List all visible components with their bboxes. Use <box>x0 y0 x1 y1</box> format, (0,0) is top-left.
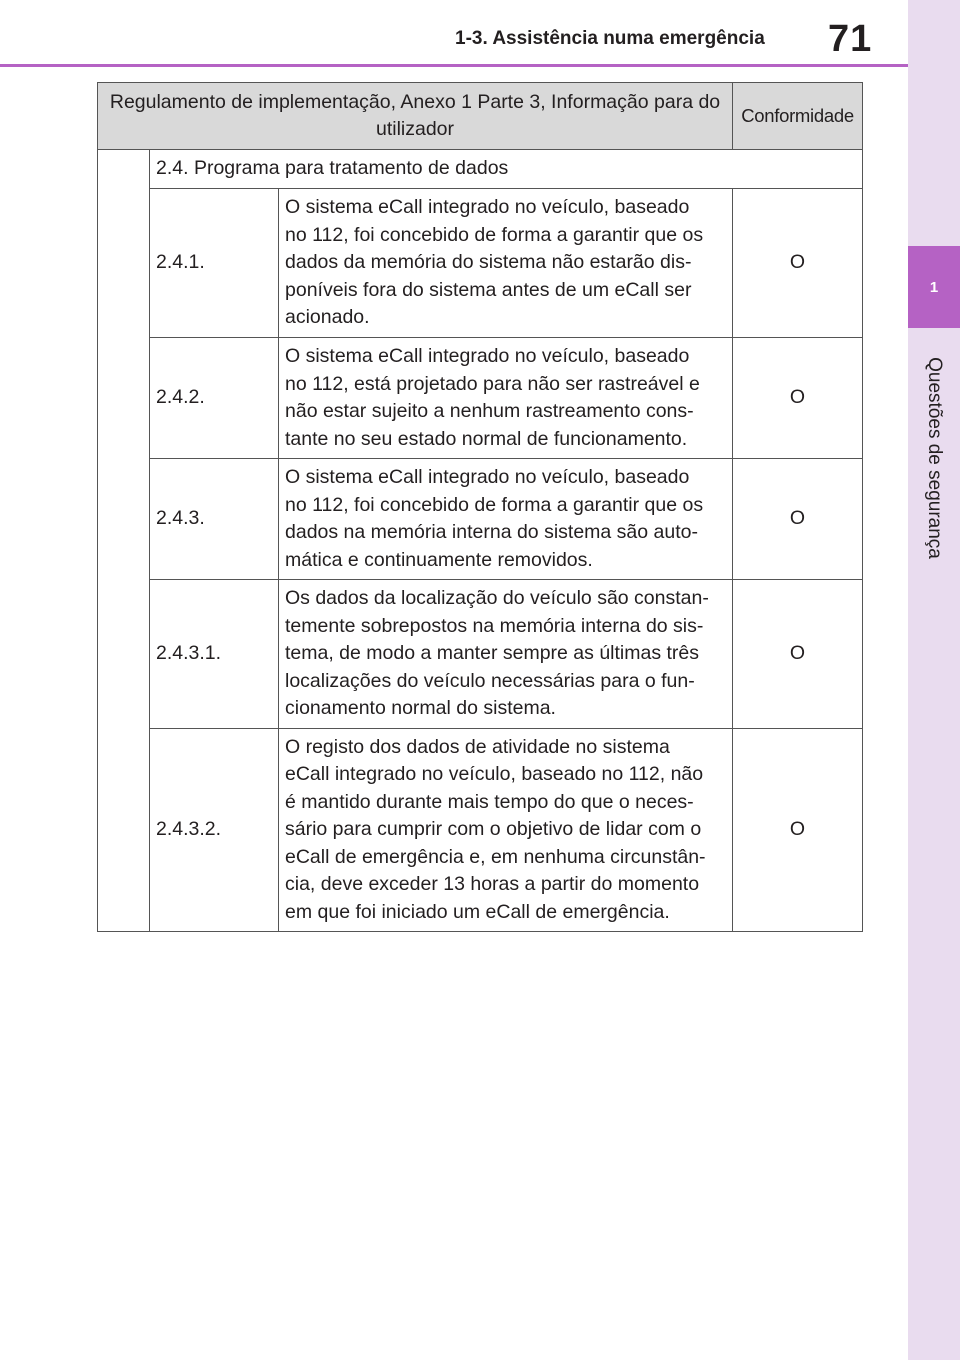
side-tab <box>908 0 960 1360</box>
description-line: eCall de emergência e, em nenhuma circunstân- <box>285 845 706 868</box>
row-number: 2.4.1. <box>150 189 279 338</box>
description-line: não estar sujeito a nenhum rastreamento cons- <box>285 400 694 422</box>
description-line: mática e continuamente removidos. <box>285 548 593 571</box>
row-number: 2.4.3.2. <box>150 729 279 932</box>
description-line: temente sobrepostos na memória interna do sis- <box>285 614 704 637</box>
description-line: sário para cumprir com o objetivo de lidar com o <box>285 818 702 841</box>
row-conformity: O <box>733 580 863 729</box>
row-description <box>279 580 733 729</box>
description-line: dados da memória do sistema não estarão dis- <box>285 251 692 274</box>
row-number: 2.4.3.1. <box>150 580 279 729</box>
description-line: em que foi iniciado um eCall de emergência. <box>285 900 670 923</box>
description-line: no 112, foi concebido de forma a garantir que os <box>285 493 704 516</box>
page-number: 71 <box>828 18 873 60</box>
description-line: poníveis fora do sistema antes de um eCall ser <box>285 278 692 301</box>
table-row <box>98 580 863 729</box>
row-description <box>279 459 733 580</box>
description-line: no 112, está projetado para não ser rastreável e <box>285 372 700 395</box>
chapter-title: Questões de segurança <box>924 357 945 559</box>
table-row <box>98 729 863 932</box>
row-description <box>279 338 733 459</box>
table-row <box>98 189 863 338</box>
column-header-conformity: Conformidade <box>733 83 863 150</box>
chapter-number: 1 <box>929 278 939 296</box>
description-line: O sistema eCall integrado no veículo, baseado <box>285 466 690 488</box>
description-line: O sistema eCall integrado no veículo, baseado <box>285 196 690 219</box>
description-line: eCall integrado no veículo, baseado no 112, não <box>285 763 704 786</box>
row-conformity: O <box>733 338 863 459</box>
table-header-row <box>98 83 863 150</box>
section-title: 1-3. Assistência numa emergência <box>455 28 765 49</box>
description-line: O registo dos dados de atividade no sistema <box>285 735 670 758</box>
description-line: é mantido durante mais tempo do que o neces- <box>285 790 694 813</box>
row-description <box>279 729 733 932</box>
row-number: 2.4.3. <box>150 459 279 580</box>
chapter-number-badge <box>908 246 960 328</box>
description-line: acionado. <box>285 306 370 329</box>
row-number: 2.4.2. <box>150 338 279 459</box>
description-line: tema, de modo a manter sempre as últimas três <box>285 642 700 665</box>
column-header-regulation: Regulamento de implementação, Anexo 1 Parte 3, Informação para do utilizador <box>98 83 733 150</box>
table-subheading: 2.4. Programa para tratamento de dados <box>150 150 863 189</box>
row-conformity: O <box>733 729 863 932</box>
table-row <box>98 338 863 459</box>
table-subheading-row <box>98 150 863 189</box>
conformity-table <box>97 82 863 932</box>
row-conformity: O <box>733 189 863 338</box>
row-description <box>279 189 733 338</box>
description-line: Os dados da localização do veículo são constan- <box>285 587 709 610</box>
description-line: tante no seu estado normal de funcionamento. <box>285 427 688 450</box>
description-line: O sistema eCall integrado no veículo, baseado <box>285 345 690 367</box>
table-row <box>98 459 863 580</box>
description-line: localizações do veículo necessárias para o fun- <box>285 669 695 692</box>
description-line: dados na memória interna do sistema são auto- <box>285 521 698 543</box>
description-line: cionamento normal do sistema. <box>285 697 556 720</box>
description-line: no 112, foi concebido de forma a garantir que os <box>285 223 704 246</box>
header-rule <box>0 64 908 67</box>
blank-column <box>98 150 150 932</box>
row-conformity: O <box>733 459 863 580</box>
description-line: cia, deve exceder 13 horas a partir do momento <box>285 873 700 896</box>
